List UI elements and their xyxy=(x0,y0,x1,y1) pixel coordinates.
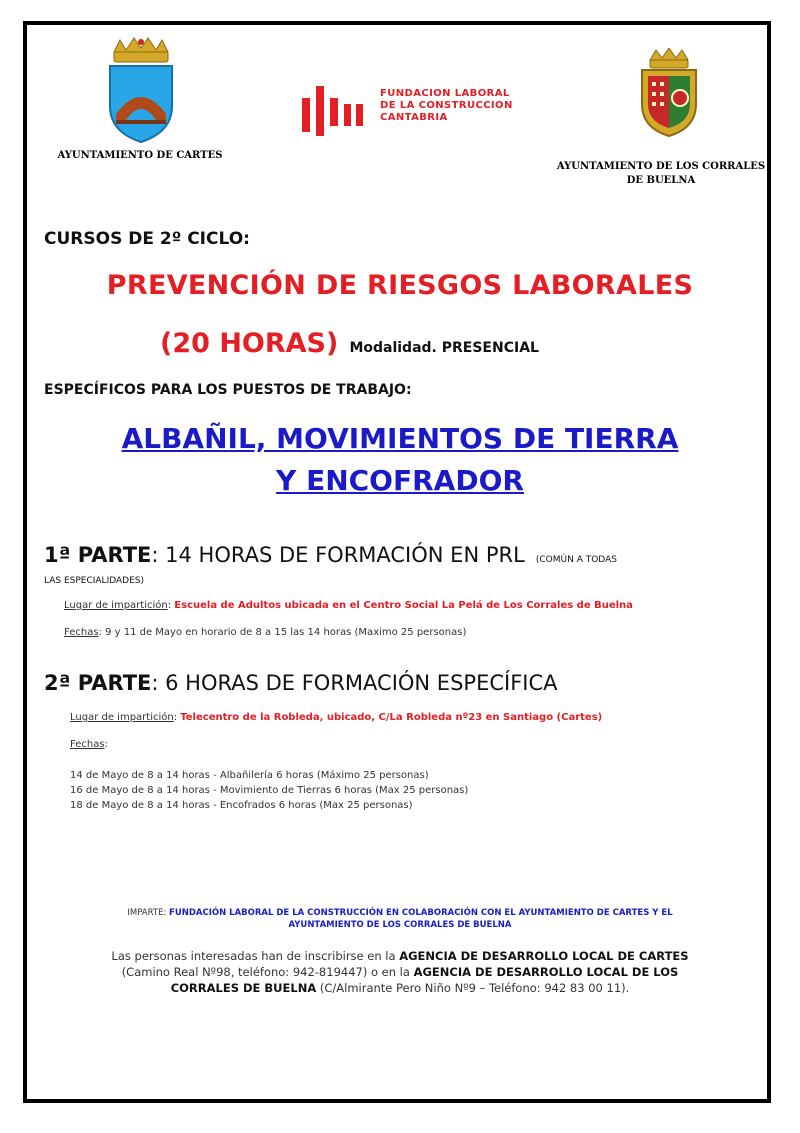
part2-title: : 6 HORAS DE FORMACIÓN ESPECÍFICA xyxy=(151,671,558,695)
agency-cartes: AGENCIA DE DESARROLLO LOCAL DE CARTES xyxy=(399,949,689,963)
part1-note-b: LAS ESPECIALIDADES) xyxy=(44,576,144,586)
session-3: 18 de Mayo de 8 a 14 horas - Encofrados 6 horas (Max 25 personas) xyxy=(70,800,413,811)
imparte-block xyxy=(40,907,760,931)
fundacion-logo-mark xyxy=(300,84,366,140)
part1-heading xyxy=(44,543,764,567)
cartes-caption: AYUNTAMIENTO DE CARTES xyxy=(57,150,223,161)
fundacion-line-3: CANTABRIA xyxy=(380,112,448,123)
imparte-line-2: AYUNTAMIENTO DE LOS CORRALES DE BUELNA xyxy=(288,920,512,930)
los-corrales-caption xyxy=(548,160,774,188)
part1-title: : 14 HORAS DE FORMACIÓN EN PRL xyxy=(151,543,525,567)
part1-note-a: (COMÚN A TODAS xyxy=(535,555,617,565)
jobs-link-line-1[interactable]: ALBAÑIL, MOVIMIENTOS DE TIERRA xyxy=(121,422,679,455)
info-text-2: (Camino Real Nº98, teléfono: 942-819447) o en la xyxy=(121,965,414,979)
specific-jobs-label: ESPECÍFICOS PARA LOS PUESTOS DE TRABAJO: xyxy=(44,382,412,398)
part2-place-value: Telecentro de la Robleda, ubicado, C/La Robleda nº23 en Santiago (Cartes) xyxy=(180,712,603,723)
fundacion-line-1: FUNDACION LABORAL xyxy=(380,88,510,99)
part2-label: 2ª PARTE xyxy=(44,671,152,695)
part1-place-value: Escuela de Adultos ubicada en el Centro Social La Pelá de Los Corrales de Buelna xyxy=(174,600,633,611)
jobs-heading xyxy=(28,418,772,502)
part2-dates-label: Fechas xyxy=(70,739,105,750)
info-text-1: Las personas interesadas han de inscribirse en la xyxy=(111,949,400,963)
agency-los-corrales-a: AGENCIA DE DESARROLLO LOCAL DE LOS xyxy=(413,965,679,979)
part1-dates-value: : 9 y 11 de Mayo en horario de 8 a 15 las 14 horas (Maximo 25 personas) xyxy=(98,627,467,638)
jobs-link-line-2[interactable]: Y ENCOFRADOR xyxy=(276,464,524,497)
part2-place-label: Lugar de impartición xyxy=(70,712,174,723)
agency-los-corrales-b: CORRALES DE BUELNA xyxy=(170,981,317,995)
hours-line xyxy=(160,328,760,359)
course-title: PREVENCIÓN DE RIESGOS LABORALES xyxy=(106,270,694,301)
part1-dates-label: Fechas xyxy=(64,627,99,638)
cycle-heading: CURSOS DE 2º CICLO: xyxy=(44,229,250,249)
part2-heading xyxy=(44,671,764,695)
imparte-label: IMPARTE: xyxy=(127,908,170,918)
session-2: 16 de Mayo de 8 a 14 horas - Movimiento de Tierras 6 horas (Max 25 personas) xyxy=(70,785,469,796)
modality-label: Modalidad. PRESENCIAL xyxy=(349,340,539,356)
imparte-line-1: FUNDACIÓN LABORAL DE LA CONSTRUCCIÓN EN COLABORACIÓN CON EL AYUNTAMIENTO DE CARTES Y EL xyxy=(169,908,673,918)
los-corrales-crest-logo xyxy=(634,48,704,138)
cartes-crest-logo xyxy=(96,36,186,146)
registration-info xyxy=(40,948,760,996)
part2-dates: Fechas: xyxy=(70,739,108,750)
part1-place: Lugar de impartición: Escuela de Adultos ubicada en el Centro Social La Pelá de Los Corrales de Buelna xyxy=(64,600,633,611)
fundacion-logo-text xyxy=(380,88,540,124)
info-text-3: (C/Almirante Pero Niño Nº9 – Teléfono: 942 83 00 11). xyxy=(316,981,630,995)
los-corrales-caption-line-2: DE BUELNA xyxy=(626,175,696,186)
part1-label: 1ª PARTE xyxy=(44,543,152,567)
part2-place: Lugar de impartición: Telecentro de la Robleda, ubicado, C/La Robleda nº23 en Santiago (Cartes) xyxy=(70,712,603,723)
session-1: 14 de Mayo de 8 a 14 horas - Albañilería 6 horas (Máximo 25 personas) xyxy=(70,770,429,781)
hours-label: (20 HORAS) xyxy=(160,328,339,359)
los-corrales-caption-line-1: AYUNTAMIENTO DE LOS CORRALES xyxy=(556,161,766,172)
fundacion-line-2: DE LA CONSTRUCCION xyxy=(380,100,513,111)
part1-dates xyxy=(64,627,466,638)
part1-place-label: Lugar de impartición xyxy=(64,600,168,611)
part2-sessions xyxy=(70,768,468,813)
